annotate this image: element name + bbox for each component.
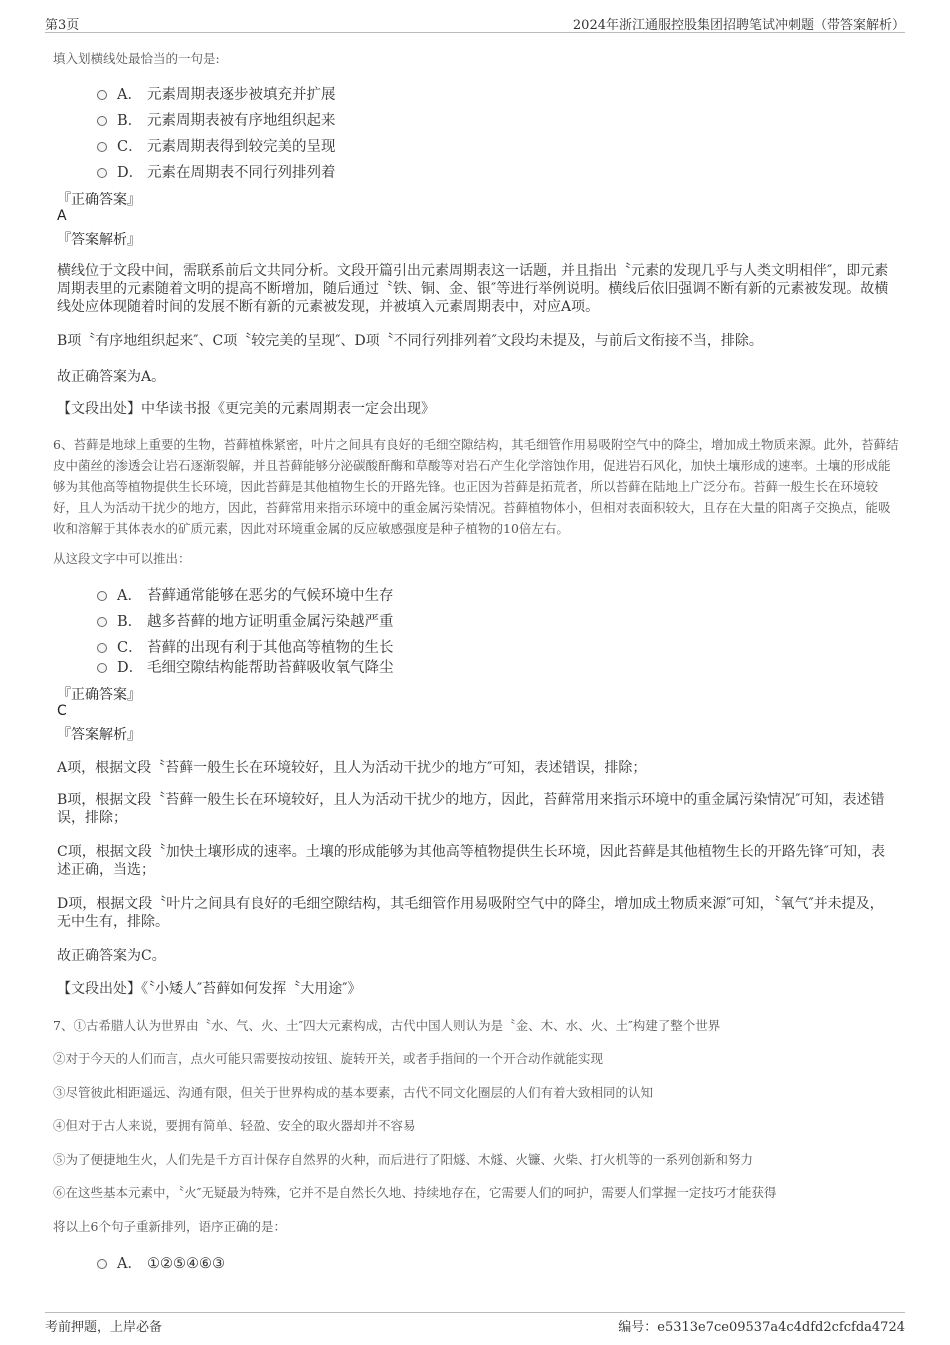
q6-analysis-paragraph: D项，根据文段〝叶片之间具有良好的毛细空隙结构，其毛细管作用易吸附空气中的降尘，增加成土物质来源″可知，〝氧气″并未提及，无中生有，排除。	[57, 896, 884, 930]
radio-icon[interactable]	[97, 116, 107, 126]
page-number: 第3页	[45, 18, 80, 33]
q7-sentence: ⑤为了便捷地生火，人们先是千方百计保存自然界的火种，而后进行了阳燧、木燧、火镰、火柴、打火机等的一系列创新和努力	[53, 1152, 754, 1167]
q6-source: 【文段出处】《〝小矮人″苔藓如何发挥〝大用途″》	[57, 981, 362, 997]
q5-analysis-paragraph: 横线位于文段中间，需联系前后文共同分析。文段开篇引出元素周期表这一话题，并且指出〝元素的发现几乎与人类文明相伴″，即元素周期表里的元素随着文明的提高不断增加，随后通过〝铁、铜、金、银″等进行举例说明。横线后依旧强调不断有新的元素被发现。故横线处应体现随着时间的发展不断有新的元素被发现，并被填入元素周期表中，对应A项。	[57, 263, 889, 315]
q6-analysis-paragraph: A项，根据文段〝苔藓一般生长在环境较好，且人为活动干扰少的地方″可知，表述错误，排除；	[57, 760, 647, 776]
radio-icon[interactable]	[97, 90, 107, 100]
q7-option-a[interactable]: A． ①②⑤④⑥③	[97, 1252, 225, 1273]
document-title: 2024年浙江通服控股集团招聘笔试冲刺题（带答案解析）	[572, 18, 905, 33]
q5-analysis-paragraph: B项〝有序地组织起来″、C项〝较完美的呈现″、D项〝不同行列排列着″文段均未提及，与前后文衔接不当，排除。	[57, 333, 763, 349]
q5-answer: A	[57, 208, 67, 224]
q7-sentence: ②对于今天的人们而言，点火可能只需要按动按钮、旋转开关，或者手指间的一个开合动作就能实现	[53, 1051, 604, 1066]
document-id: 编号：e5313e7ce09537a4c4dfd2cfcfda4724	[618, 1320, 905, 1335]
radio-icon[interactable]	[97, 617, 107, 627]
radio-icon[interactable]	[97, 591, 107, 601]
radio-icon[interactable]	[97, 1259, 107, 1269]
radio-icon[interactable]	[97, 142, 107, 152]
q7-sentence: ④但对于古人来说，要拥有简单、轻盈、安全的取火器却并不容易	[53, 1118, 416, 1133]
footer-slogan: 考前押题，上岸必备	[45, 1320, 163, 1335]
q5-option-b[interactable]: B． 元素周期表被有序地组织起来	[97, 109, 336, 130]
q6-analysis-paragraph: C项，根据文段〝加快土壤形成的速率。土壤的形成能够为其他高等植物提供生长环境，因此苔藓是其他植物生长的开路先锋″可知，表述正确，当选；	[57, 844, 885, 878]
q6-answer: C	[57, 703, 67, 719]
q6-conclusion: 故正确答案为C。	[57, 948, 166, 964]
page-header	[45, 10, 905, 33]
q5-answer-label: 『正确答案』	[57, 192, 141, 208]
q7-sentence: ③尽管彼此相距遥远、沟通有限，但关于世界构成的基本要素，古代不同文化圈层的人们有着大致相同的认知	[53, 1085, 654, 1100]
q6-option-c[interactable]: C． 苔藓的出现有利于其他高等植物的生长	[97, 636, 394, 657]
page-footer	[45, 1312, 905, 1335]
radio-icon[interactable]	[97, 168, 107, 178]
q6-stem: 6、苔藓是地球上重要的生物，苔藓植株紧密，叶片之间具有良好的毛细空隙结构，其毛细管作用易吸附空气中的降尘，增加成土物质来源。此外，苔藓结皮中菌丝的渗透会让岩石逐渐裂解，并且苔藓能够分泌碳酸酐酶和草酸等对岩石产生化学溶蚀作用，促进岩石风化，加快土壤形成的速率。土壤的形成能够为其他高等植物提供生长环境，因此苔藓是其他植物生长的开路先锋。也正因为苔藓是拓荒者，所以苔藓在陆地上广泛分布。苔藓一般生长在环境较好，且人为活动干扰少的地方，因此，苔藓常用来指示环境中的重金属污染情况。苔藓植物体小，但相对表面积较大，且存在大量的阳离子交换点，能吸收和溶解于其体表水的矿质元素，因此对环境重金属的反应敏感强度是种子植物的10倍左右。	[53, 437, 899, 536]
q5-conclusion: 故正确答案为A。	[57, 369, 166, 385]
q5-option-a[interactable]: A． 元素周期表逐步被填充并扩展	[97, 83, 336, 104]
q5-option-c[interactable]: C． 元素周期表得到较完美的呈现	[97, 135, 336, 156]
q7-prompt: 将以上6个句子重新排列，语序正确的是：	[53, 1219, 286, 1234]
q6-answer-label: 『正确答案』	[57, 687, 141, 703]
q6-analysis-label: 『答案解析』	[57, 727, 141, 743]
q6-analysis-paragraph: B项，根据文段〝苔藓一般生长在环境较好，且人为活动干扰少的地方，因此，苔藓常用来指示环境中的重金属污染情况″可知，表述错误，排除；	[57, 792, 885, 826]
q6-option-d[interactable]: D． 毛细空隙结构能帮助苔藓吸收氧气降尘	[97, 656, 394, 677]
q5-option-d[interactable]: D． 元素在周期表不同行列排列着	[97, 161, 336, 182]
q7-sentence: ⑥在这些基本元素中，〝火″无疑最为特殊，它并不是自然长久地、持续地存在，它需要人们的呵护，需要人们掌握一定技巧才能获得	[53, 1185, 777, 1200]
q6-prompt: 从这段文字中可以推出：	[53, 551, 191, 566]
q5-analysis-label: 『答案解析』	[57, 232, 141, 248]
q5-prompt: 填入划横线处最恰当的一句是:	[53, 51, 220, 66]
q6-option-a[interactable]: A． 苔藓通常能够在恶劣的气候环境中生存	[97, 584, 394, 605]
q5-source: 【文段出处】中华读书报《更完美的元素周期表一定会出现》	[57, 401, 435, 417]
radio-icon[interactable]	[97, 643, 107, 653]
q7-sentence: 7、①古希腊人认为世界由〝水、气、火、土″四大元素构成，古代中国人则认为是〝金、木、水、火、土″构建了整个世界	[53, 1018, 721, 1033]
q6-option-b[interactable]: B． 越多苔藓的地方证明重金属污染越严重	[97, 610, 394, 631]
radio-icon[interactable]	[97, 663, 107, 673]
